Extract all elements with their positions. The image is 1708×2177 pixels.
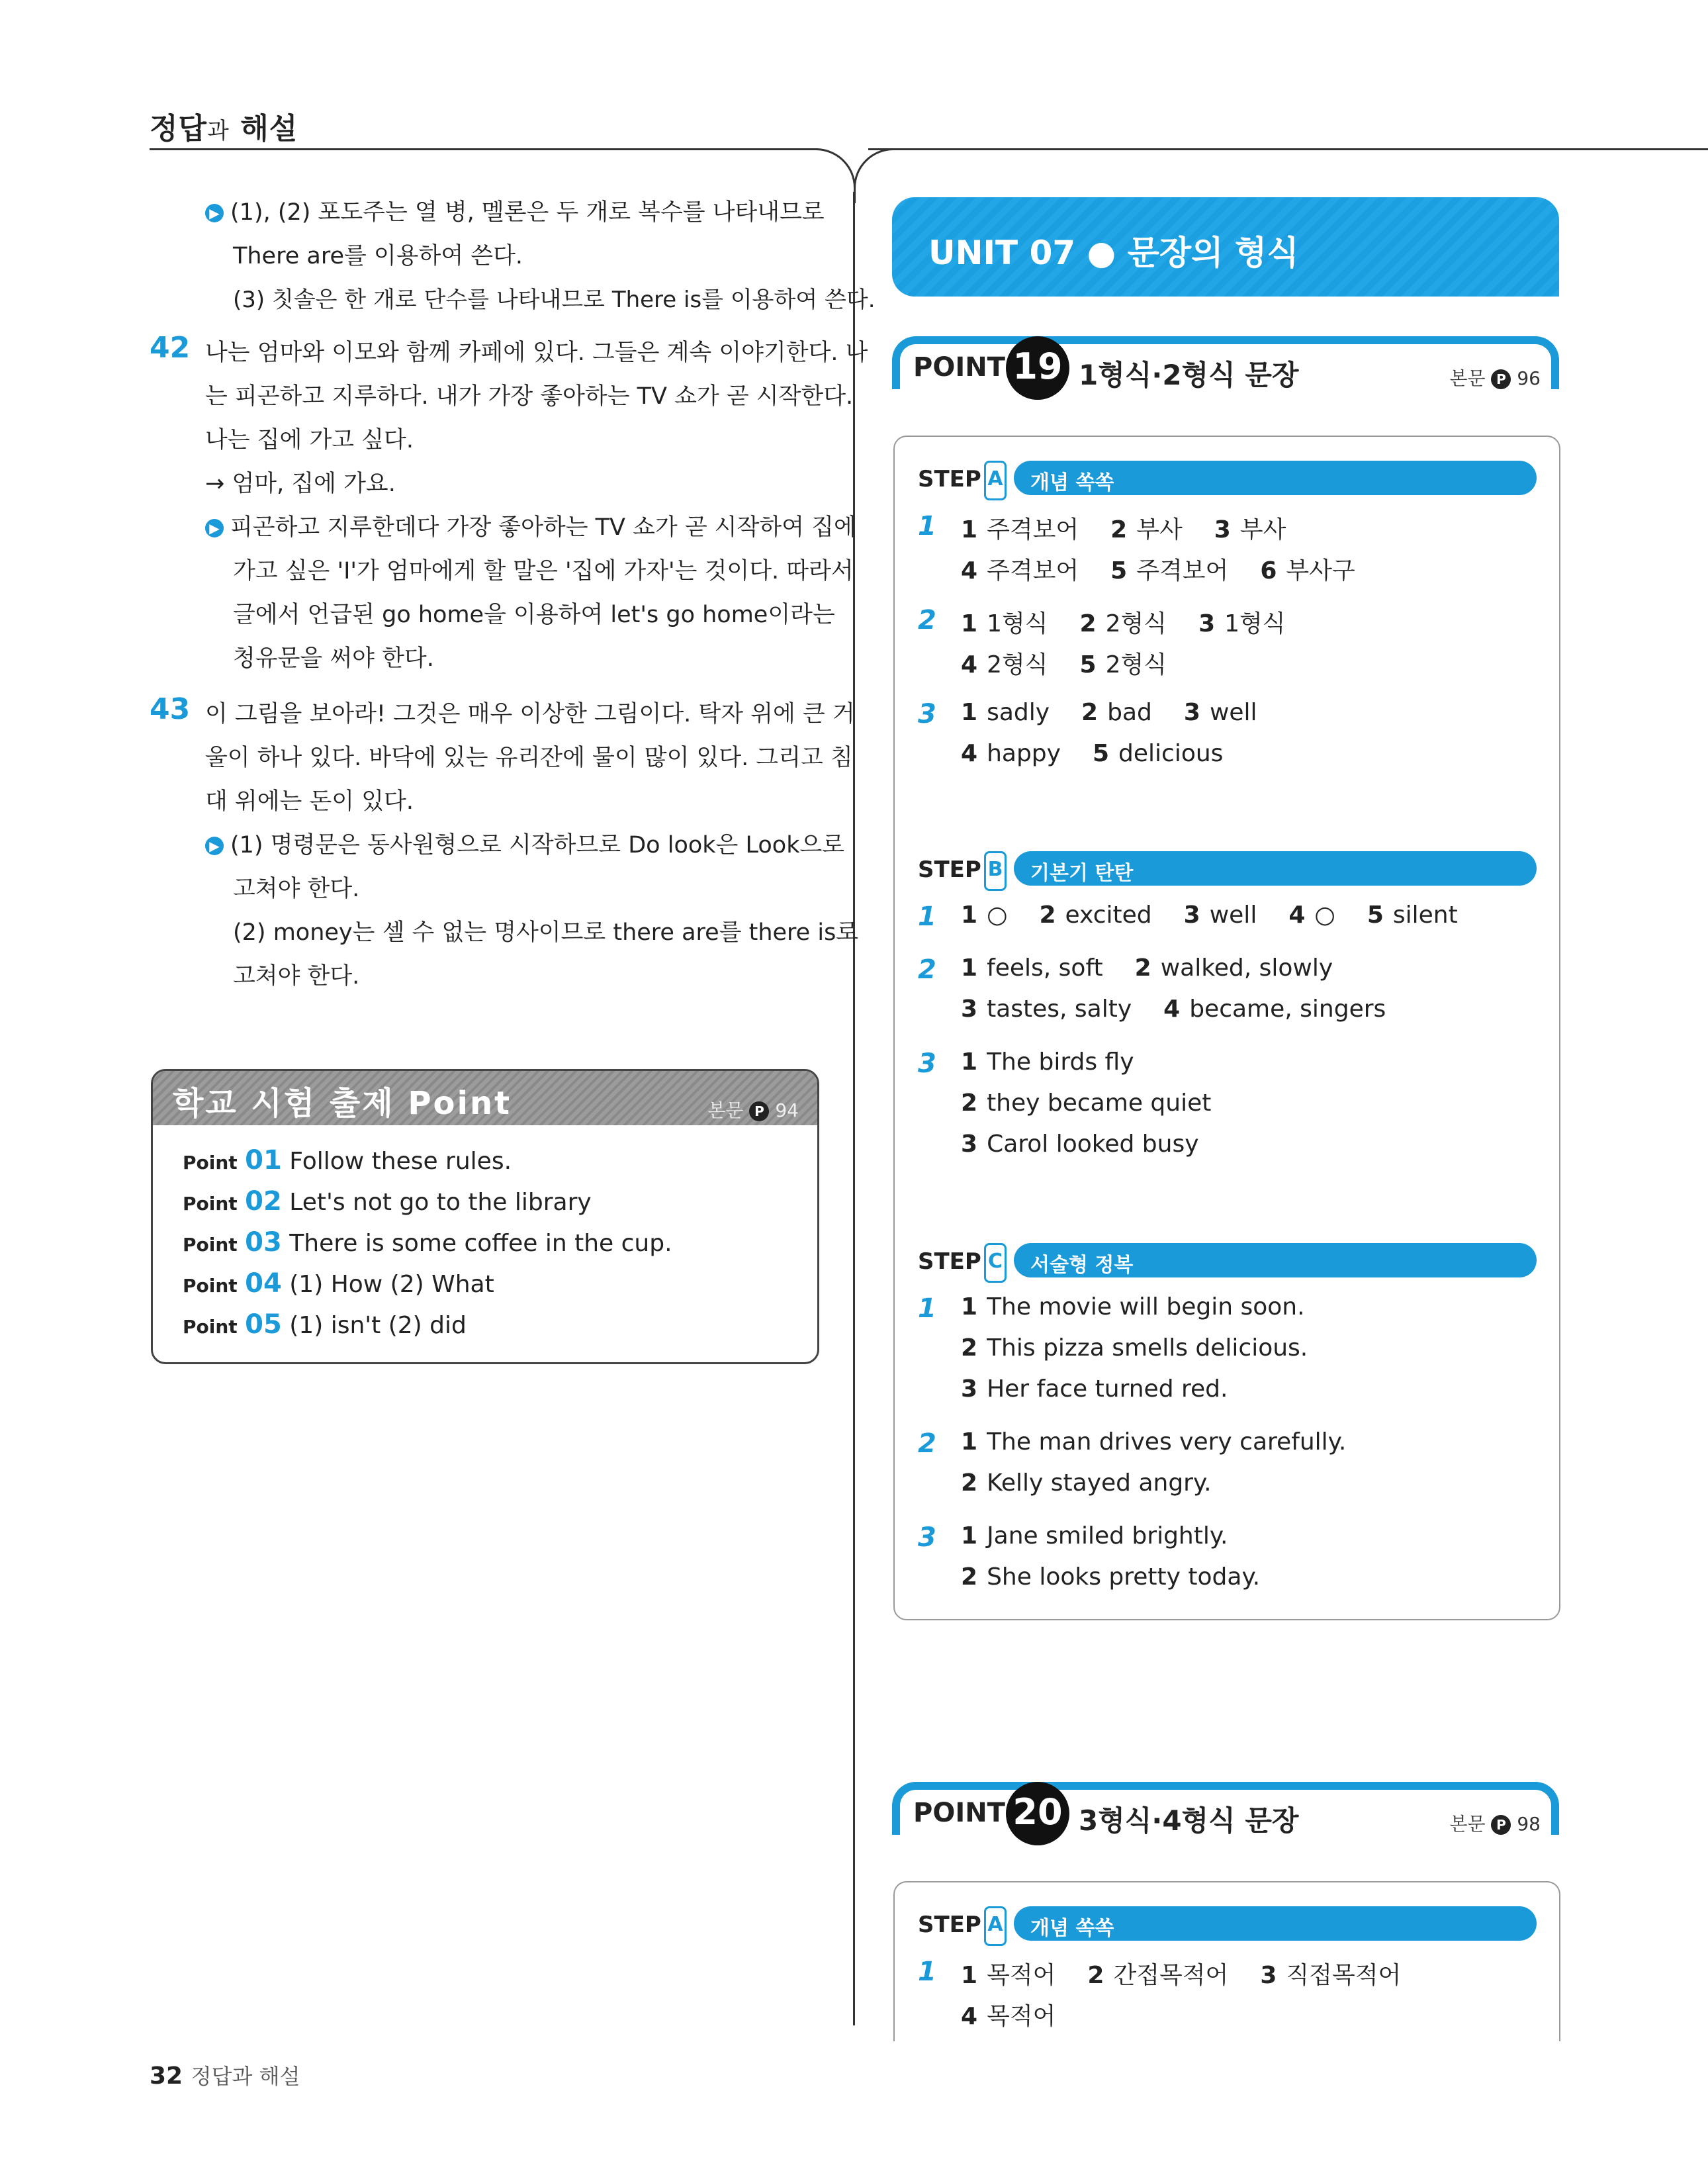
answer-line: → 엄마, 집에 가요. <box>205 471 396 497</box>
answer-line: 4 happy 5 delicious <box>961 740 1224 767</box>
answer-line: 3 Her face turned red. <box>961 1375 1228 1403</box>
question-number: 3 <box>918 1522 936 1553</box>
question-number: 2 <box>918 605 936 635</box>
step-b-letter: B <box>984 851 1007 891</box>
answer-line: 는 피곤하고 지루하다. 내가 가장 좋아하는 TV 쇼가 곧 시작한다. <box>205 383 854 410</box>
answer-line: 이 그림을 보아라! 그것은 매우 이상한 그림이다. 탁자 위에 큰 거 <box>205 701 855 727</box>
answer-line: 1 sadly 2 bad 3 well <box>961 699 1257 726</box>
answer-line: (2) money는 셀 수 없는 명사이므로 there are를 there is로 <box>233 919 859 946</box>
answer-line: 2 Kelly stayed angry. <box>961 1469 1212 1497</box>
answer-line: There are를 이용하여 쓴다. <box>233 243 523 269</box>
question-number: 3 <box>918 699 936 729</box>
step-a-header: STEP A 개념 쏙쏙 <box>918 1906 1533 1942</box>
column-curve-right <box>854 148 909 203</box>
step-a-header: STEP A 개념 쏙쏙 <box>918 461 1533 496</box>
answer-line: 1 1형식 2 2형식 3 1형식 <box>961 610 1286 637</box>
header-rule-right <box>868 148 1708 150</box>
point-number-badge: 20 <box>1006 1782 1069 1845</box>
question-number: 2 <box>918 954 936 985</box>
answer-line: ▶ (1), (2) 포도주는 열 병, 멜론은 두 개로 복수를 나타내므로 <box>205 191 825 234</box>
answer-line: ▶ 피곤하고 지루한데다 가장 좋아하는 TV 쇼가 곧 시작하여 집에 <box>205 506 856 549</box>
page-reference: 본문 P 94 <box>707 1099 799 1121</box>
p-badge-icon: P <box>749 1101 769 1121</box>
school-exam-point-box <box>151 1069 819 1364</box>
answer-line: 가고 싶은 'I'가 엄마에게 할 말은 '집에 가자'는 것이다. 따라서 <box>233 558 854 584</box>
question-number: 1 <box>918 511 936 541</box>
answer-line: 1 The man drives very carefully. <box>961 1428 1347 1456</box>
footer-text: 정답과 해설 <box>191 2064 300 2089</box>
answer-line: 4 주격보어 5 주격보어 6 부사구 <box>961 557 1355 584</box>
answer-line: 울이 하나 있다. 바닥에 있는 유리잔에 물이 많이 있다. 그리고 침 <box>205 745 853 771</box>
step-pill: 개념 쏙쏙 <box>1014 461 1537 495</box>
arrow-icon: ▶ <box>205 519 224 537</box>
page-number: 32 <box>150 2062 183 2090</box>
answer-line: 1 ○ 2 excited 3 well 4 ○ 5 silent <box>961 902 1458 929</box>
step-a-letter: A <box>984 1906 1007 1946</box>
p-badge-icon: P <box>1491 1815 1511 1835</box>
answer-line: ▶ (1) 명령문은 동사원형으로 시작하므로 Do look은 Look으로 <box>205 823 844 867</box>
header-title: 정답과 해설 <box>150 112 298 146</box>
step-pill: 개념 쏙쏙 <box>1014 1906 1537 1941</box>
point-item: Point 02 Let's not go to the library <box>183 1186 592 1217</box>
arrow-icon: ▶ <box>205 204 224 222</box>
column-divider <box>853 192 855 2025</box>
point-19-header: POINT 19 1형식·2형식 문장 본문 P 96 <box>892 336 1559 389</box>
point-item: Point 01 Follow these rules. <box>183 1145 512 1176</box>
answer-line: 1 Jane smiled brightly. <box>961 1522 1228 1550</box>
answer-line: 1 The birds fly <box>961 1048 1134 1076</box>
point-item: Point 04 (1) How (2) What <box>183 1268 494 1299</box>
point-item: Point 05 (1) isn't (2) did <box>183 1309 467 1340</box>
answer-line: 청유문을 써야 한다. <box>233 645 434 672</box>
answer-line: 1 주격보어 2 부사 3 부사 <box>961 516 1286 543</box>
p-badge-icon: P <box>1491 369 1511 389</box>
answer-line: 대 위에는 돈이 있다. <box>205 788 414 815</box>
question-number: 1 <box>918 1957 936 1987</box>
school-box-header <box>153 1071 817 1125</box>
question-number: 42 <box>150 331 191 365</box>
question-number: 1 <box>918 902 936 932</box>
point-title: 3형식·4형식 문장 <box>1079 1804 1299 1837</box>
step-c-letter: C <box>984 1243 1007 1283</box>
question-number: 43 <box>150 692 191 726</box>
step-b-header: STEP B 기본기 탄탄 <box>918 851 1533 887</box>
header-rule <box>150 148 818 150</box>
answer-line: 1 feels, soft 2 walked, slowly <box>961 954 1333 982</box>
page-reference: 본문 P 98 <box>1449 1813 1541 1835</box>
answer-line: 나는 집에 가고 싶다. <box>205 427 414 453</box>
point-19-answer-box <box>893 436 1560 1620</box>
step-pill: 기본기 탄탄 <box>1014 851 1537 886</box>
question-number: 2 <box>918 1428 936 1459</box>
step-c-header: STEP C 서술형 정복 <box>918 1243 1533 1279</box>
point-20-answer-box <box>893 1881 1560 2041</box>
point-20-header: POINT 20 3형식·4형식 문장 본문 P 98 <box>892 1782 1559 1835</box>
unit-banner <box>892 197 1559 297</box>
question-number: 3 <box>918 1048 936 1079</box>
arrow-icon: ▶ <box>205 837 224 855</box>
answer-line: (3) 칫솔은 한 개로 단수를 나타내므로 There is를 이용하여 쓴다. <box>233 287 876 313</box>
page-footer <box>150 2060 300 2090</box>
answer-line: 3 tastes, salty 4 became, singers <box>961 996 1386 1023</box>
answer-line: 4 목적어 <box>961 2003 1056 2030</box>
answer-line: 4 2형식 5 2형식 <box>961 651 1167 678</box>
answer-line: 2 This pizza smells delicious. <box>961 1334 1308 1362</box>
step-pill: 서술형 정복 <box>1014 1243 1537 1277</box>
question-number: 1 <box>918 1293 936 1324</box>
answer-line: 나는 엄마와 이모와 함께 카페에 있다. 그들은 계속 이야기한다. 나 <box>205 340 868 366</box>
answer-line: 2 they became quiet <box>961 1089 1212 1117</box>
answer-line: 1 The movie will begin soon. <box>961 1293 1305 1320</box>
answer-line: 고쳐야 한다. <box>233 963 360 990</box>
point-title: 1형식·2형식 문장 <box>1079 359 1299 391</box>
school-box-title: 학교 시험 출제 Point <box>173 1085 512 1122</box>
step-a-letter: A <box>984 461 1007 500</box>
unit-title: UNIT 07 ● 문장의 형식 <box>928 234 1299 272</box>
answer-line: 고쳐야 한다. <box>233 876 360 902</box>
answer-line: 2 She looks pretty today. <box>961 1563 1261 1591</box>
answer-line: 글에서 언급된 go home을 이용하여 let's go home이라는 <box>233 602 835 628</box>
page-reference: 본문 P 96 <box>1449 367 1541 389</box>
answer-line: 1 목적어 2 간접목적어 3 직접목적어 <box>961 1962 1402 1989</box>
answer-line: 3 Carol looked busy <box>961 1131 1199 1158</box>
point-number-badge: 19 <box>1006 336 1069 400</box>
point-item: Point 03 There is some coffee in the cup. <box>183 1227 672 1258</box>
